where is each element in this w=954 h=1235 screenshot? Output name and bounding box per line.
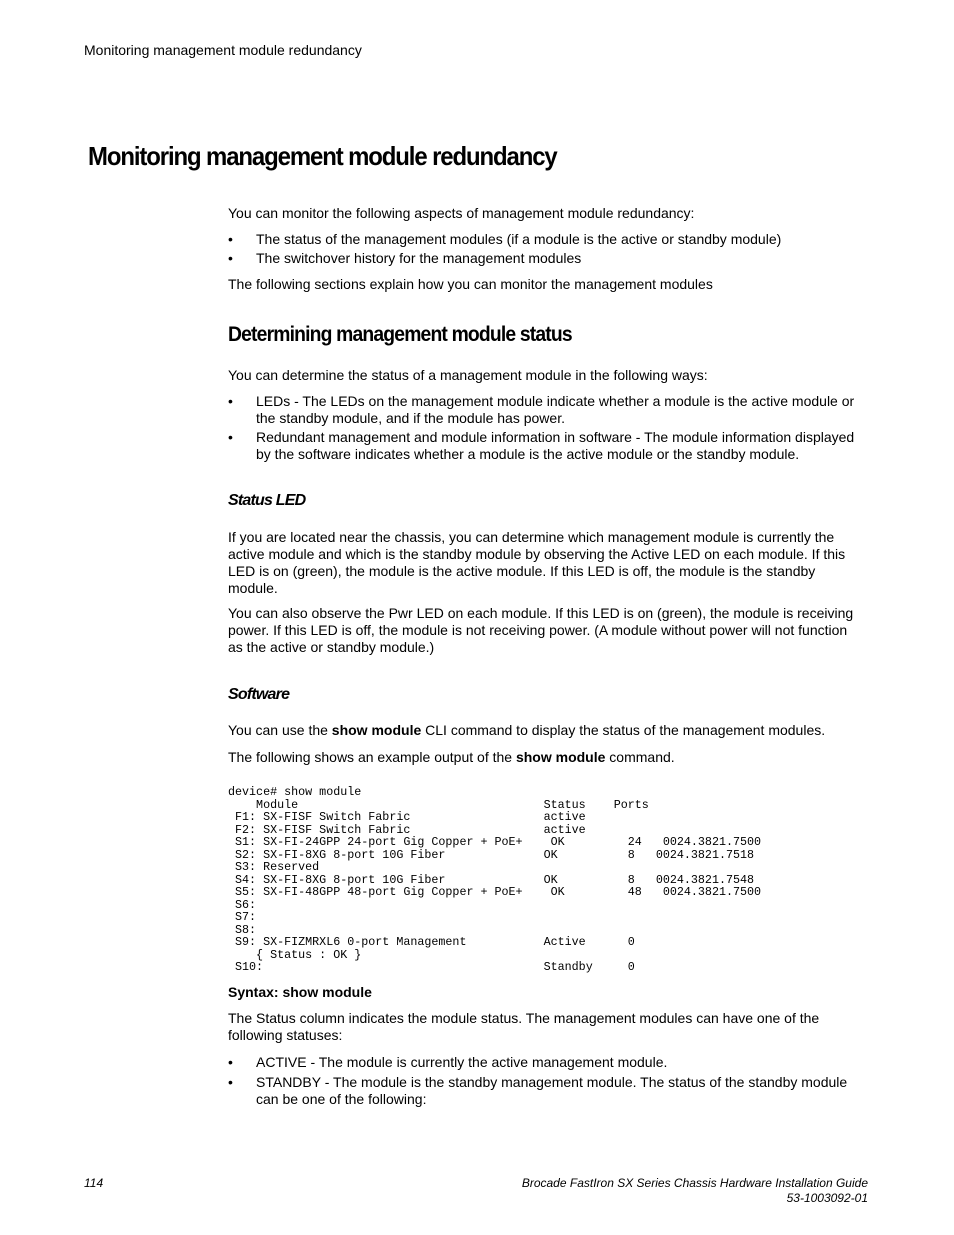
bullet-text: LEDs - The LEDs on the management module indicate whether a module is the active module or the standby module, and if the module has power.	[256, 393, 855, 426]
status-led-para-2: You can also observe the Pwr LED on each module. If this LED is on (green), the module is receiving power. If this LED is off, the module is not receiving power. (A module without power will not function as the active or standby module.)	[228, 605, 854, 655]
intro-closing: The following sections explain how you can monitor the management modules	[228, 276, 713, 292]
text-run: You can use the	[228, 722, 332, 738]
bullet-glyph: •	[228, 429, 233, 445]
list-item	[228, 250, 864, 267]
list-item	[228, 393, 864, 427]
bullet-text: The status of the management modules (if a module is the active or standby module)	[256, 231, 782, 247]
bullet-text: ACTIVE - The module is currently the active management module.	[256, 1054, 668, 1070]
bullet-text: STANDBY - The module is the standby management module. The status of the standby module can be one of the following:	[256, 1074, 848, 1107]
status-led-para-1: If you are located near the chassis, you can determine which management module is currently the active module and which is the standby module by observing the Active LED on each module. If this LED is on (green), the module is the active module. If this LED is off, the module is the standby module.	[228, 529, 846, 596]
command-name: show module	[515, 749, 606, 765]
text-run: The following shows an example output of the	[228, 749, 516, 765]
text-run: command.	[605, 749, 675, 765]
subsection-heading-software: Software	[228, 686, 290, 703]
bullet-glyph: •	[228, 393, 233, 409]
syntax-line: Syntax: show module	[228, 984, 372, 1000]
command-name: show module	[331, 722, 422, 738]
footer-doc-number: 53-1003092-01	[786, 1191, 868, 1205]
list-item	[228, 429, 864, 463]
section-heading-status: Determining management module status	[228, 323, 572, 346]
bullet-text: The switchover history for the management modules	[256, 250, 582, 266]
bullet-glyph: •	[228, 1054, 233, 1070]
software-para-2	[228, 749, 864, 766]
page-title: Monitoring management module redundancy	[88, 141, 557, 171]
list-item	[228, 1074, 864, 1108]
software-para-1	[228, 722, 864, 739]
list-item	[228, 231, 864, 248]
list-item	[228, 1054, 864, 1071]
bullet-glyph: •	[228, 250, 233, 266]
bullet-text: Redundant management and module information in software - The module information displayed by the software indicates whether a module is the active module or the standby module.	[256, 429, 855, 462]
software-para-3: The Status column indicates the module status. The management modules can have one of the following statuses:	[228, 1010, 820, 1043]
running-header: Monitoring management module redundancy	[84, 42, 362, 58]
cli-output-block: device# show module Module Status Ports F1: SX-FISF Switch Fabric active F2: SX-FISF Switch Fabric active S1: SX-FI-24GPP 24-port Gig Copper + PoE+ OK 24 0024.3821.7500 S2: SX-FI-8XG 8-port 10G Fiber OK 8 0024.3821.7518 S3: Reserved S4: SX-FI-8XG 8-port 10G Fiber OK 8 0024.3821.7548 S5: SX-FI-48GPP 48-port Gig Copper + PoE+ OK 48 0024.3821.7500 S6: S7: S8: S9: SX-FIZMRXL6 0-port Management Active 0 { Status : OK } S10: Standby 0	[228, 785, 762, 974]
page-number: 114	[84, 1176, 104, 1190]
subsection-heading-status-led: Status LED	[228, 492, 306, 509]
bullet-glyph: •	[228, 231, 233, 247]
intro-lead: You can monitor the following aspects of management module redundancy:	[228, 205, 695, 221]
bullet-glyph: •	[228, 1074, 233, 1090]
footer-doc-title: Brocade FastIron SX Series Chassis Hardware Installation Guide	[521, 1176, 868, 1190]
footer-doc-info	[522, 1176, 868, 1206]
status-lead: You can determine the status of a management module in the following ways:	[228, 367, 708, 383]
text-run: CLI command to display the status of the management modules.	[421, 722, 826, 738]
